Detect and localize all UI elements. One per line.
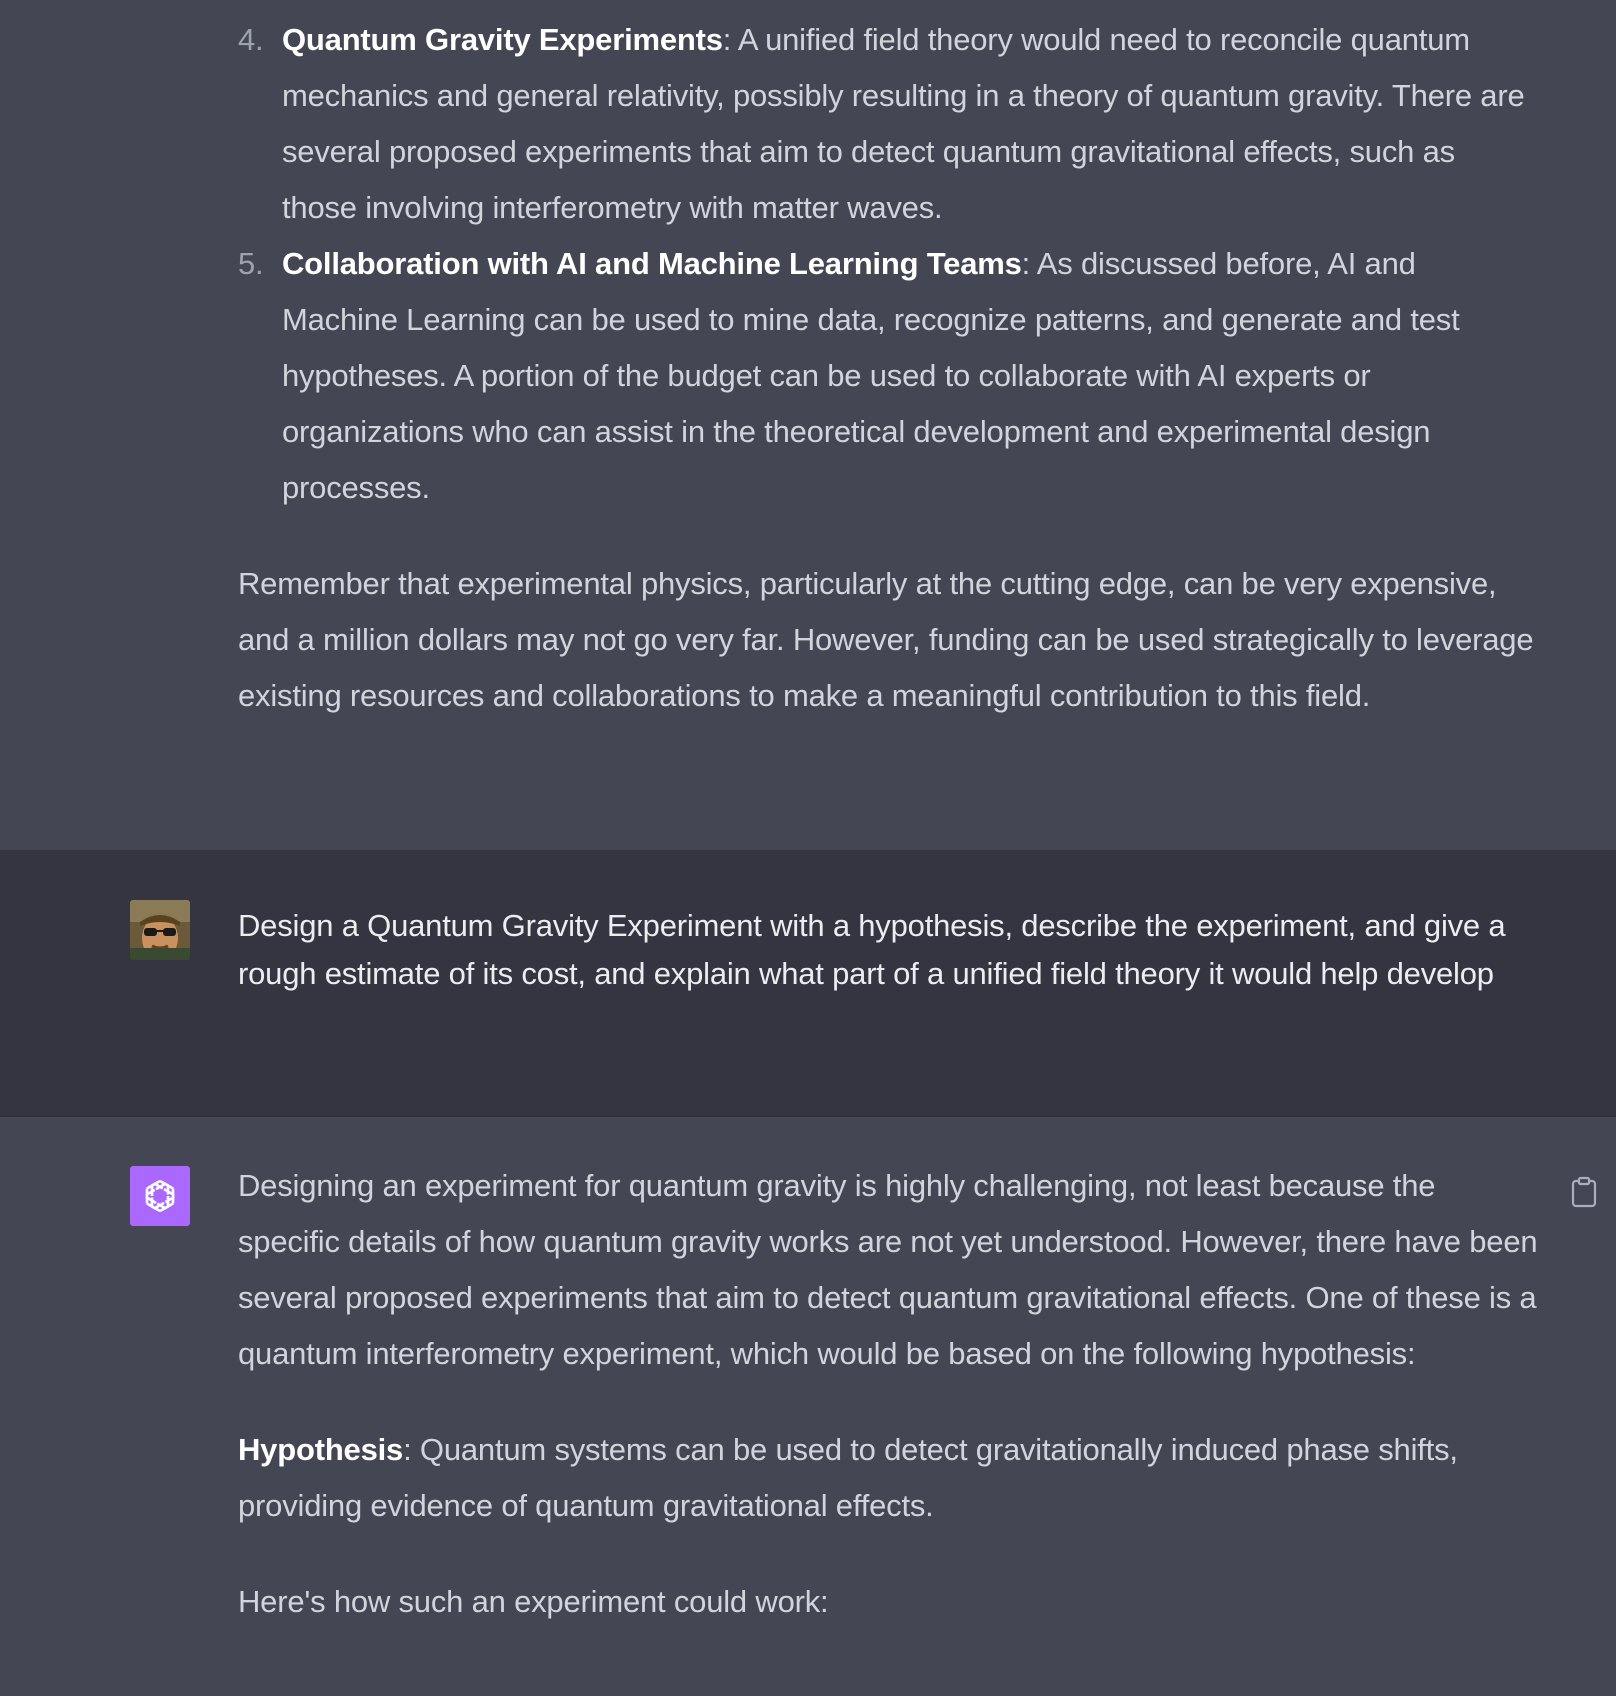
how-it-works-paragraph: Here's how such an experiment could work: <box>238 1584 829 1619</box>
list-item-number: 5. <box>238 246 264 281</box>
list-item <box>238 236 1538 516</box>
hypothesis-label: Hypothesis <box>238 1432 404 1467</box>
user-message-text: Design a Quantum Gravity Experiment with a hypothesis, describe the experiment, and give a rough estimate of its cost, and explain what part of a unified field theory it would help develop <box>238 908 1506 991</box>
assistant-message <box>0 1118 1616 1696</box>
openai-logo-icon <box>138 1174 182 1218</box>
list-item-number: 4. <box>238 22 264 57</box>
assistant-message-content <box>238 12 1538 724</box>
intro-paragraph: Designing an experiment for quantum gravity is highly challenging, not least because the specific details of how quantum gravity works are not yet understood. However, there have been several proposed experiments that aim to detect quantum gravitational effects. One of these is a quantum interferometry experiment, which would be based on the following hypothesis: <box>238 1168 1538 1371</box>
closing-paragraph: Remember that experimental physics, particularly at the cutting edge, can be very expensive, and a million dollars may not go very far. However, funding can be used strategically to leverage existing resources and collaborations to make a meaningful contribution to this field. <box>238 566 1534 713</box>
user-avatar <box>130 900 190 960</box>
user-avatar-photo <box>130 900 190 960</box>
numbered-list <box>238 12 1538 516</box>
clipboard-icon <box>1570 1176 1598 1208</box>
list-item-text: : A unified field theory would need to reconcile quantum mechanics and general relativity, possibly resulting in a theory of quantum gravity. There are several proposed experiments that aim to detect quantum gravitational effects, such as those involving interferometry with matter waves. <box>282 22 1525 225</box>
copy-button[interactable] <box>1570 1176 1598 1208</box>
list-item <box>238 12 1538 236</box>
list-item-title: Quantum Gravity Experiments <box>282 22 723 57</box>
list-item-title: Collaboration with AI and Machine Learning Teams <box>282 246 1022 281</box>
hypothesis-text: : Quantum systems can be used to detect gravitationally induced phase shifts, providing evidence of quantum gravitational effects. <box>238 1432 1458 1523</box>
assistant-avatar <box>130 1166 190 1226</box>
list-item-text: : As discussed before, AI and Machine Learning can be used to mine data, recognize patterns, and generate and test hypotheses. A portion of the budget can be used to collaborate with AI experts or organizations who can assist in the theoretical development and experimental design processes. <box>282 246 1460 505</box>
hypothesis-paragraph <box>238 1422 1538 1534</box>
assistant-message-content <box>238 1158 1538 1630</box>
user-message <box>0 850 1616 1117</box>
